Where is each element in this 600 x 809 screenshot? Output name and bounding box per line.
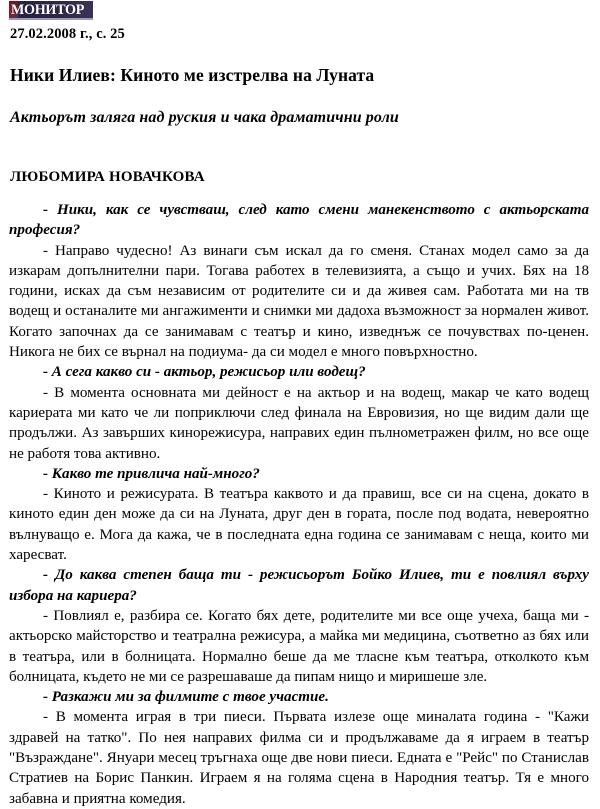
- interview-answer: - Киното и режисурата. В театъра каквото и да правиш, все си на сцена, докато в киното един ден може да си на Луната, друг ден в гората, после под водата, невероятно вълнуващо е. Мога да кажа, че в последната една година се занимавам с неща, които ми харесват.: [9, 486, 589, 564]
- interview-question: - Какво те привлича най-много?: [43, 465, 260, 482]
- interview-answer: - Повлиял е, разбира се. Когато бях дете, родителите ми все още учеха, баща ми - актьорско майсторство и театрална режисура, а майка ми медицина, съответно аз бях или в театъра, или в болницата. Нормално беше да ме тласне към театъра, отколкото към болницата, където не ми се разрешаваше да пипам нищо и миришеше зле.: [9, 607, 589, 685]
- article-body: [9, 200, 589, 809]
- interview-question: - До каква степен баща ти - режисьорът Бойко Илиев, ти е повлиял върху избора на кариера?: [9, 567, 589, 604]
- interview-answer: - В момента основната ми дейност е на актьор и на водещ, макар че като водещ кариерата ми като че ли поприключи след финала на Евровизия, но ще видим дали ще продължи. Аз завърших кинорежисура, направих един пълнометражен филм, но все още не работя това активно.: [9, 384, 589, 462]
- interview-question: - А сега какво си - актьор, режисьор или водещ?: [43, 364, 366, 381]
- issue-date-page: 27.02.2008 г., с. 25: [10, 26, 125, 42]
- interview-question: - Разкажи ми за филмите с твое участие.: [43, 689, 329, 706]
- interview-answer: - Направо чудесно! Аз винаги съм искал да го сменя. Станах модел само за да изкарам допълнителни пари. Тогава работех в телевизията, а също и учих. Бях на 18 години, исках да съм независим от родителите си и да живея сам. Работата ми на тв водещ и останалите ми ангажименти и снимки ми дадоха възможност за нормален живот. Когато започнах да се занимавам с театър и кино, изведнъж се почувствах по-ценен. Никога не бих се върнал на подиума- да си модел е много повърхностно.: [9, 242, 589, 361]
- article-subhead: Актьорът заляга над руския и чака драматични роли: [10, 109, 399, 126]
- logo-text: МОНИТОР: [11, 2, 85, 18]
- interview-question: - Ники, как се чувстваш, след като смени манекенството с актьорската професия?: [9, 202, 589, 239]
- page-title: Ники Илиев: Киното ме изстрелва на Луната: [10, 65, 375, 85]
- interview-answer: - В момента играя в три пиеси. Първата излезе още миналата година - "Кажи здравей на татко". По нея направих филма си и продължаваме да я играем в театър "Възраждане". Януари месец тръгнаха още две нови пиеси. Едната е "Рейс" по Станислав Стратиев на Борис Панкин. Играем я на голяма сцена в Народния театър. Тя е много забавна и приятна комедия.: [9, 709, 589, 807]
- monitor-logo: [9, 1, 93, 20]
- article-byline: ЛЮБОМИРА НОВАЧКОВА: [10, 169, 205, 185]
- masthead: [9, 0, 589, 21]
